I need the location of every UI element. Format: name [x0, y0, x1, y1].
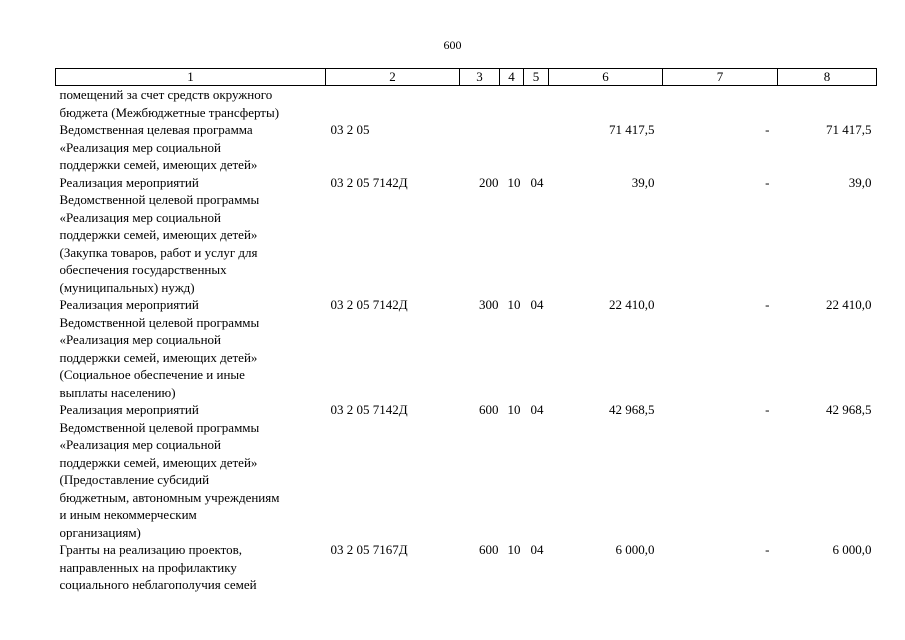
subsection [524, 86, 549, 122]
target-article-code: 03 2 05 [330, 122, 370, 137]
row-name-line: Реализация мероприятий [59, 174, 199, 190]
amount-col-6 [549, 86, 663, 122]
row-name-line: поддержки семей, имеющих детей» [59, 349, 258, 365]
table-body [56, 86, 877, 594]
row-name-line: Ведомственной целевой программы [59, 192, 260, 207]
expense-type [460, 121, 500, 174]
column-header-3: 3 [460, 69, 500, 86]
amount-col-8: 6 000,0 [832, 542, 872, 557]
row-name-line: (муниципальных) нужд) [59, 279, 195, 295]
amount-col-7 [663, 86, 778, 122]
column-header-4: 4 [500, 69, 524, 86]
row-name-line: Ведомственная целевая программа [59, 122, 253, 137]
section [500, 121, 524, 174]
section: 10 [507, 542, 521, 557]
table-row [56, 296, 877, 401]
row-name-line: «Реализация мер социальной [59, 332, 222, 347]
amount-col-6: 22 410,0 [609, 297, 655, 312]
amount-col-7: - [765, 402, 770, 417]
amount-col-7: - [765, 122, 770, 137]
target-article-code: 03 2 05 7142Д [330, 174, 408, 190]
column-header-6: 6 [549, 69, 663, 86]
table-header [56, 69, 877, 86]
row-name-line: поддержки семей, имеющих детей» [59, 454, 258, 470]
row-name-line: бюджетным, автономным учреждениям [59, 489, 280, 505]
row-name-line: Реализация мероприятий [59, 297, 199, 312]
amount-col-8 [778, 86, 877, 122]
column-header-2: 2 [326, 69, 460, 86]
row-name-line: Реализация мероприятий [59, 402, 199, 417]
table-row [56, 174, 877, 297]
amount-col-7: - [765, 297, 770, 312]
column-header-5: 5 [524, 69, 549, 86]
amount-col-6: 42 968,5 [609, 402, 655, 417]
row-name-line: выплаты населению) [59, 384, 176, 400]
target-article-code: 03 2 05 7167Д [330, 542, 408, 557]
amount-col-8: 39,0 [848, 174, 872, 190]
amount-col-7: - [765, 174, 770, 190]
amount-col-6: 71 417,5 [609, 122, 655, 137]
subsection [524, 121, 549, 174]
row-name-line: обеспечения государственных [59, 262, 227, 277]
expense-type [460, 86, 500, 122]
column-header-1: 1 [56, 69, 326, 86]
amount-col-8: 42 968,5 [826, 402, 872, 417]
row-name [56, 174, 326, 297]
row-name [56, 401, 326, 541]
target-article-code: 03 2 05 7142Д [330, 402, 408, 417]
amount-col-7: - [765, 542, 770, 557]
amount-col-8: 71 417,5 [826, 122, 872, 137]
expense-type: 600 [479, 542, 499, 557]
table-row [56, 541, 877, 594]
subsection: 04 [530, 402, 544, 417]
target-article-code [326, 86, 460, 122]
expense-type: 600 [479, 402, 499, 417]
row-name-line: (Закупка товаров, работ и услуг для [59, 244, 258, 260]
budget-table [55, 68, 877, 594]
column-header-7: 7 [663, 69, 778, 86]
row-name-line: социального неблагополучия семей [59, 577, 257, 592]
expense-type: 200 [479, 174, 499, 190]
page-number: 600 [443, 38, 462, 52]
row-name-line: «Реализация мер социальной [59, 209, 222, 225]
expense-type: 300 [479, 297, 499, 312]
target-article-code: 03 2 05 7142Д [330, 297, 408, 312]
table-row [56, 86, 877, 122]
row-name-line: Ведомственной целевой программы [59, 314, 260, 330]
row-name-line: (Социальное обеспечение и иные [59, 367, 245, 382]
row-name-line: «Реализация мер социальной [59, 437, 222, 452]
amount-col-8: 22 410,0 [826, 297, 872, 312]
row-name-line: организациям) [59, 524, 141, 540]
section: 10 [507, 174, 521, 190]
row-name-line: поддержки семей, имеющих детей» [59, 227, 258, 242]
row-name-line: направленных на профилактику [59, 559, 237, 575]
row-name-line: помещений за счет средств окружного [59, 87, 273, 102]
row-name-line: и иным некоммерческим [59, 507, 197, 522]
subsection: 04 [530, 297, 544, 312]
table-row [56, 121, 877, 174]
section: 10 [507, 297, 521, 312]
amount-col-6: 39,0 [631, 174, 655, 190]
row-name [56, 541, 326, 594]
row-name-line: бюджета (Межбюджетные трансферты) [59, 104, 280, 120]
row-name-line: Ведомственной целевой программы [59, 419, 260, 435]
section [500, 86, 524, 122]
amount-col-6: 6 000,0 [615, 542, 655, 557]
column-header-8: 8 [778, 69, 877, 86]
row-name-line: (Предоставление субсидий [59, 472, 210, 487]
row-name [56, 86, 326, 122]
table-row [56, 401, 877, 541]
row-name [56, 296, 326, 401]
row-name [56, 121, 326, 174]
row-name-line: «Реализация мер социальной [59, 139, 222, 155]
row-name-line: Гранты на реализацию проектов, [59, 542, 243, 557]
column-number-row [56, 69, 877, 86]
subsection: 04 [530, 174, 544, 190]
section: 10 [507, 402, 521, 417]
row-name-line: поддержки семей, имеющих детей» [59, 157, 258, 172]
subsection: 04 [530, 542, 544, 557]
